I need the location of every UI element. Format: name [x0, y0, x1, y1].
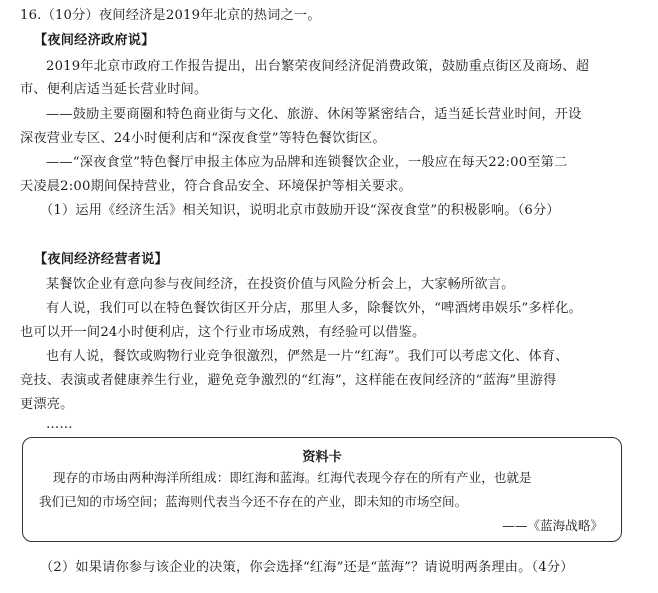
paragraph-line: 深夜营业专区、24小时便利店和“深夜食堂”等特色餐饮街区。 [20, 131, 386, 146]
sub-question-1: （1）运用《经济生活》相关知识，说明北京市鼓励开设“深夜食堂”的积极影响。（6分） [40, 203, 560, 218]
paragraph-line: 某餐饮企业有意向参与夜间经济，在投资价值与风险分析会上，大家畅所欲言。 [46, 277, 515, 292]
section-heading-operator: 【夜间经济经营者说】 [34, 252, 168, 267]
info-card [22, 437, 622, 542]
paragraph-line: 更漂亮。 [20, 397, 74, 412]
paragraph-line: ——“深夜食堂”特色餐厅申报主体应为品牌和连锁餐饮企业，一般应在每天22:00至第二 [46, 155, 568, 170]
paragraph-line: 2019年北京市政府工作报告提出，出台繁荣夜间经济促消费政策，鼓励重点街区及商场、超 [46, 59, 590, 74]
question-header: 16.（10分）夜间经济是2019年北京的热词之一。 [20, 8, 321, 23]
paragraph-line: 天凌晨2:00期间保持营业，符合食品安全、环境保护等相关要求。 [20, 179, 412, 194]
info-card-title: 资料卡 [302, 450, 342, 465]
paragraph-line: 也有人说，餐饮或购物行业竞争很激烈，俨然是一片“红海”。我们可以考虑文化、体育、 [46, 349, 569, 364]
info-card-line: 现存的市场由两种海洋所组成：即红海和蓝海。红海代表现今存在的所有产业，也就是 [53, 470, 532, 485]
paragraph-line: 有人说，我们可以在特色餐饮街区开分店，那里人多，除餐饮外，“啤酒烤串娱乐”多样化。 [46, 301, 582, 316]
sub-question-2: （2）如果请你参与该企业的决策，你会选择“红海”还是“蓝海”？请说明两条理由。（4分） [40, 560, 574, 575]
paragraph-line: 市、便利店适当延长营业时间。 [20, 82, 208, 97]
paragraph-line: 也可以开一间24小时便利店，这个行业市场成熟，有经验可以借鉴。 [20, 325, 426, 340]
section-heading-government: 【夜间经济政府说】 [34, 33, 155, 48]
paragraph-line: ——鼓励主要商圈和特色商业街与文化、旅游、休闲等紧密结合，适当延长营业时间，开设 [46, 107, 582, 122]
ellipsis: …… [46, 417, 73, 432]
paragraph-line: 竞技、表演或者健康养生行业，避免竞争激烈的“红海”，这样能在夜间经济的“蓝海”里游得 [20, 373, 557, 388]
info-card-source: ——《蓝海战略》 [502, 518, 603, 533]
info-card-line: 我们已知的市场空间；蓝海则代表当今还不存在的产业，即未知的市场空间。 [39, 494, 468, 509]
